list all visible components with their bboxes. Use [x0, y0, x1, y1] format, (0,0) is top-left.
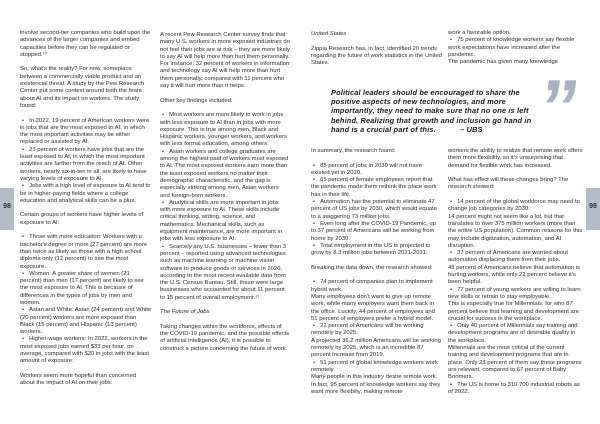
text: Millennials are the most critical of the current training and development programs that are in place. Only 23 percent of them say these programs are relevant, compared to 67 percent of Baby Boomers.: [448, 345, 582, 381]
paragraph: [20, 66, 152, 110]
bullet-item: [311, 323, 442, 338]
bullet-icon: •: [450, 323, 453, 330]
page-number-tab: [586, 188, 600, 230]
bullet-icon: •: [22, 270, 25, 277]
paragraph: [311, 294, 442, 323]
bullet-icon: •: [450, 199, 453, 206]
paragraph-group: [20, 212, 152, 227]
text: So, what's the reality? For now, someplace between a commercially viable product and an existencial threat. A study by the Pew Research Center put some context around both the fears about AI and its impact on workers. The study found:: [20, 66, 145, 109]
bullet-item: [311, 177, 442, 199]
text: 14 percent might not seem like a lot, but that translates to over 375 million workers (more than the entire US population). Common reasons for this may include digitization, automation, and AI disruption.: [448, 213, 583, 249]
bullet-icon: •: [162, 199, 165, 206]
paragraph-group: [311, 163, 442, 258]
paragraph-group: [160, 309, 290, 316]
page-number: 99: [589, 203, 597, 210]
page-number-tab: [0, 188, 14, 230]
text: Automation has the potential to eliminate 47 percent of US jobs by 2030, which would equate to a staggering 73 million jobs.: [311, 199, 438, 220]
text: Women: A greater share of women (21 percent) than men (17 percent) are likely to see the most exposure to AI. This is because of differences in the types of jobs by men and women.: [20, 270, 144, 306]
text: A projected 36.2 million Americans will be working remotely by 2025, which is an incredible 87 percent increase from 2019.: [311, 337, 441, 359]
text: Most workers are more likely to work in jobs with less exposure to AI than in jobs with more exposure. This is true among men, Black and Hispanic workers, younger workers, and workers with less formal education, among others.: [160, 112, 288, 148]
text: 77 percent of young workers are willing to learn new skills or retrain to stay employable.: [448, 286, 581, 300]
text: 23 percent of workers have jobs that are the least exposed to AI, in which the most important activities are farther from the reach of AI. Other workers, nearly six-in-ten in all, are likely to have varying levels of exposure to AI.: [20, 146, 147, 182]
text: 51 percent of global knowledge workers work remotely.: [311, 359, 438, 373]
bullet-icon: •: [22, 117, 25, 124]
paragraph-group: [311, 279, 442, 396]
paragraph: [311, 265, 442, 272]
paragraph: [311, 338, 442, 360]
paragraph-group: [448, 177, 583, 192]
bullet-item: [311, 221, 442, 243]
paragraph-group: [20, 234, 152, 365]
column-2: [160, 32, 290, 360]
bullet-icon: •: [313, 177, 316, 184]
text: Scarcely any U.S. businesses – fewer than 3 percent – reported using advanced technologies such as machine learning or machine vision software to produce goods or services in 2020, according to the most recent available data from the U.S. Census Bureau. Still, these were large businesses who accounted for about 11 percent to 15 percent of overall employment.¹¹: [160, 243, 286, 301]
text: Asian and White: Asian (24 percent) and White (20 percent) workers are more exposed than Black (15 percent) and Hispanic (13 percent) workers.: [20, 307, 152, 336]
column-1: [20, 30, 152, 395]
paragraph-group: [160, 112, 290, 302]
pull-quote: [331, 88, 534, 134]
bullet-icon: •: [450, 37, 453, 44]
paragraph: [448, 148, 583, 170]
bullet-item: [20, 336, 152, 365]
paragraph-group: [448, 199, 583, 396]
paragraph-group: [160, 324, 290, 353]
paragraph-group: [160, 32, 290, 90]
text: Even long after the COVID-19 Pandemic, up to 37 percent of Americans will be working from home by 2030.: [311, 220, 436, 242]
right-page: [300, 0, 600, 424]
bullet-item: [160, 112, 290, 148]
section-heading: [160, 309, 290, 316]
text: Total employment in the US is projected to grow by 8.3 million jobs between 2021-2031.: [311, 242, 431, 257]
text: Breaking the data down, the research showed:: [311, 264, 433, 271]
bullet-icon: •: [450, 250, 453, 257]
bullet-item: [20, 118, 152, 147]
paragraph-group: [20, 30, 152, 59]
column-4-bottom: [448, 148, 583, 403]
text: 14 percent of the global workforce may need to change job categories by 2030.: [448, 199, 580, 213]
bullet-item: [311, 199, 442, 221]
paragraph: [20, 212, 152, 227]
bullet-item: [160, 149, 290, 200]
bullet-icon: •: [313, 359, 316, 366]
bullet-item: [448, 287, 583, 302]
bullet-icon: •: [313, 242, 316, 249]
text: 37 percent of Americans are worried about automation displacing them from their jobs.: [448, 250, 569, 264]
bullet-item: [311, 279, 442, 294]
bullet-item: [448, 382, 583, 397]
column-3-top: [311, 31, 442, 75]
text: This is especially true for Millennials, for who 87 percent believe that learning and development are crucial for success in the workplace.: [448, 301, 579, 322]
bullet-icon: •: [313, 199, 316, 206]
text: Many employees don't want to give up remote work, while many employers want them back in the office. Luckily, 44 percent of employees and 51 percent of employers prefer a hybrid model.: [311, 293, 435, 322]
paragraph: [448, 265, 583, 287]
paragraph: [448, 345, 583, 381]
text: The pandemic has given many knowledge: [448, 59, 559, 66]
page-number: 98: [3, 203, 11, 210]
bullet-item: [20, 147, 152, 183]
bullet-icon: •: [22, 183, 25, 190]
bullet-icon: •: [313, 323, 316, 330]
text: Jobs with a high level of exposure to AI tend to be in higher-paying fields where a college education and analytical skills can be a plus.: [20, 183, 151, 204]
paragraph: [311, 46, 442, 68]
paragraph: [311, 148, 442, 155]
bullet-icon: •: [162, 243, 165, 250]
text: 22 percent of Americans will be working remotely by 2025.: [311, 323, 424, 337]
bullet-icon: •: [313, 220, 316, 227]
bullet-item: [448, 323, 583, 345]
paragraph: [311, 374, 442, 396]
bullet-icon: •: [162, 112, 165, 119]
text: Those with more education: Workers with a bachelor's degree or more (27 percent) are more than twice as likely as those with a high school diploma only (12 percent) to see the most exposure.: [20, 234, 148, 270]
bullet-item: [20, 271, 152, 307]
text: 85 percent of jobs in 2030 will not have existed yet in 2020.: [311, 162, 422, 176]
bullet-item: [20, 234, 152, 270]
section-heading: [311, 31, 442, 38]
pull-quote-attribution: – UBS: [460, 124, 483, 134]
text: Taking changes within the workforce, effects of the COVID-19 pandemic, and the possible effects of artificial intelligence (AI), it is possible to construct a picture concerning the future of work.: [160, 323, 290, 352]
bullet-item: [448, 199, 583, 214]
text: Certain groups of workers have higher levels of exposure to AI:: [20, 212, 144, 226]
paragraph-group: [20, 66, 152, 110]
paragraph-group: [311, 148, 442, 155]
text: Other key findings included:: [160, 97, 233, 104]
text: In summary, the research found:: [311, 148, 396, 154]
paragraph: [448, 301, 583, 323]
paragraph: [20, 373, 152, 388]
text: The US is home to 310,700 industrial robots as of 2022.: [448, 381, 580, 395]
paragraph: [448, 177, 583, 192]
text: Higher-wage workers: In 2022, workers in the most exposed jobs earned $33 per hour, on average, compared with $20 in jobs with the least amount of exposure.: [20, 336, 150, 365]
column-3-bottom: [311, 148, 442, 403]
text: Workers seem more hopeful than concerned about the impact of AI on their jobs:: [20, 372, 137, 387]
text: Asian workers and college graduates are among the highest paid of workers most exposed to AI. The most exposed workers earn more than the least exposed workers no matter their demographic characteristic, and the gap is especially striking among men, Asian workers and foreign-born workers.: [160, 148, 289, 199]
paragraph: [160, 32, 290, 90]
text: 74 percent of companies plan to implement hybrid work.: [311, 279, 433, 293]
text: 48 percent of Americans believe that automation is hurting workers, while only 22 percent believe it's been helpful.: [448, 264, 580, 286]
text: 75 percent of knowledge workers say flexible work expectations have increased after the pandemic.: [448, 37, 575, 58]
bullet-item: [160, 200, 290, 244]
paragraph: [448, 214, 583, 250]
bullet-item: [160, 244, 290, 302]
bullet-item: [311, 360, 442, 375]
bullet-icon: •: [313, 279, 316, 286]
paragraph: [20, 30, 152, 59]
text: Only 40 percent of Millennials say training and development programs are of desirable quality in the workplace.: [448, 323, 578, 344]
text: Many people in this industry desire remote work. In fact, 95 percent of knowledge workers say they want more flexibiliy, making remote: [311, 374, 441, 395]
bullet-item: [448, 37, 583, 59]
text: 65 percent of female employees report that the pandemic made them rethink the place work has in their life.: [311, 177, 437, 198]
text: A recent Pew Research Center survey finds that many U.S. workers in more exposed industries do not feel their jobs are at risk – they are more likely to say AI will help more than hurt them personally. For instance, 32 percent of workers in information and technology say AI will help more than hurt them personally, compared with 11 percent who say it will hurt more than it helps.: [160, 32, 290, 90]
quote-mark-icon: ”: [533, 63, 585, 151]
text: Zippia Research has, in fact, identified 20 trends regarding the future of work statistics in the United States.: [311, 45, 442, 67]
paragraph: [160, 324, 290, 353]
text: workers the ability to realize that remote work offers them more flexibility, so it's unsurprising that demand for flexible work has increased.: [448, 148, 583, 169]
text: Analytical skills are more important in jobs with more exposure to AI. These skills include critical thinking, writing, science, and mathematics. Mechanical skills, such as equipment maintenance, are more important in jobs with less exposure to AI.: [160, 199, 283, 243]
bullet-item: [311, 163, 442, 178]
text: The Future of Jobs: [160, 309, 210, 316]
paragraph-group: [20, 118, 152, 206]
paragraph-group: [160, 98, 290, 105]
text: United States: [311, 31, 347, 37]
paragraph: [448, 30, 583, 37]
bullet-item: [20, 307, 152, 336]
bullet-icon: •: [22, 146, 25, 153]
bullet-icon: •: [450, 286, 453, 293]
paragraph-group: [448, 30, 583, 66]
paragraph-group: [20, 373, 152, 388]
text: work a favorable option.: [448, 30, 511, 36]
bullet-icon: •: [162, 148, 165, 155]
bullet-icon: •: [450, 381, 453, 388]
paragraph-group: [448, 148, 583, 170]
paragraph-group: [311, 46, 442, 68]
bullet-icon: •: [313, 162, 316, 169]
bullet-item: [311, 243, 442, 258]
text: What has effect will these changes bring? The research showed:: [448, 177, 569, 191]
pull-quote-text: Political leaders should be encouraged to share the positive aspects of new technologies, and more importantly, they need to make sure that no one is left behind. Realizing that growth and inclusion go hand in hand is a crucial part of this.: [331, 88, 532, 134]
paragraph-group: [311, 265, 442, 272]
text: involve second-tier companies who build upon the advances of the larger companies and embed capacities before they can be regulated or stopped.¹⁰: [20, 30, 151, 58]
paragraph: [160, 98, 290, 105]
bullet-item: [448, 250, 583, 265]
bullet-icon: •: [22, 234, 25, 241]
text: In 2022, 19 percent of American workers were in jobs that are the most exposed to AI, in which the most important activities may be either replaced or assisted by AI.: [20, 117, 150, 146]
bullet-icon: •: [22, 336, 25, 343]
bullet-icon: •: [22, 307, 25, 314]
paragraph-group: [311, 31, 442, 38]
bullet-item: [20, 183, 152, 205]
